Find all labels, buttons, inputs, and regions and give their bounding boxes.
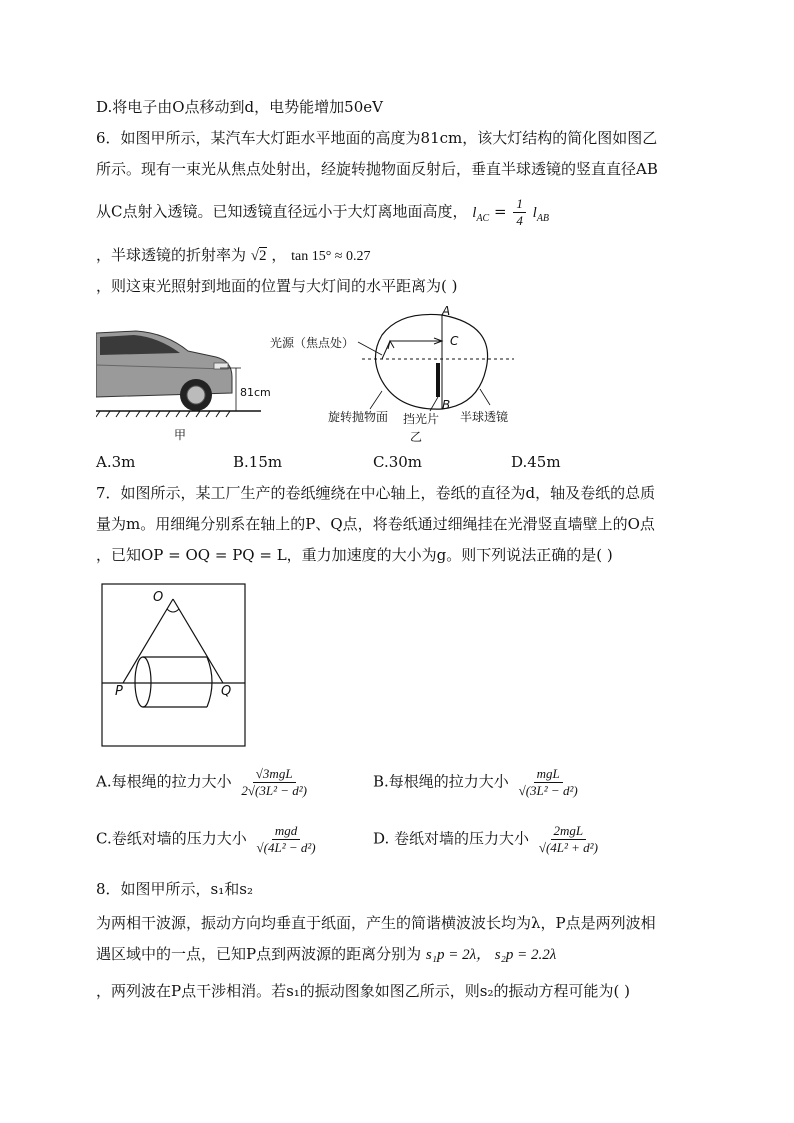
q7-line-2: 量为m。用细绳分别系在轴上的P、Q点，将卷纸通过细绳挂在光滑竖直墙壁上的O点 <box>96 515 655 533</box>
label-A: A <box>442 305 451 318</box>
label-lens: 半球透镜 <box>460 410 509 424</box>
q6-fraction-one-quarter: $\frac{1}{4}$ <box>513 196 526 229</box>
q7-option-a: A.每根绳的拉力大小 $\frac{\text{√3mgL}}{\text{2√(3L² − d²)}}$ <box>96 766 307 798</box>
q7-line-1: 7．如图所示，某工厂生产的卷纸缠绕在中心轴上，卷纸的直径为d，轴及卷纸的总质 <box>96 484 656 502</box>
label-C: C <box>450 334 459 348</box>
q6-sqrt-2: √2 <box>250 248 267 264</box>
paper-roll-figure <box>101 583 247 749</box>
q6-line-3-text: 从C点射入透镜。已知透镜直径远小于大灯离地面高度， <box>96 202 468 221</box>
label-jia: 甲 <box>174 428 187 442</box>
q8-line-1: 8．如图甲所示，s₁和s₂ <box>96 880 253 898</box>
label-light-source: 光源（焦点处） <box>270 336 355 350</box>
q8-line-3: 遇区域中的一点，已知P点到两波源的距离分别为 s₁p = 2λ， s₂p = 2.2λ <box>96 945 557 963</box>
q7-option-c: C.卷纸对墙的压力大小 $\frac{\text{mgd}}{\text{√(4L² − d²)}}$ <box>96 823 316 855</box>
q5-option-d: D.将电子由O点移动到d，电势能增加50eV <box>96 98 383 116</box>
q6-option-b: B.15m <box>233 453 283 471</box>
q8-line-2: 为两相干波源，振动方向均垂直于纸面，产生的简谐横波波长均为λ，P点是两列波相 <box>96 914 656 932</box>
q6-formula-lac: $l_{AC}$ <box>472 204 490 224</box>
q6-option-d: D.45m <box>511 453 561 471</box>
label-P: P <box>115 684 123 699</box>
q6-option-c: C.30m <box>373 453 423 471</box>
q6-formula-lab: $l_{AB}$ <box>532 204 550 224</box>
q7-line-3: ，已知OP = OQ = PQ = L，重力加速度的大小为g。则下列说法正确的是( ) <box>96 546 613 564</box>
label-Q: Q <box>221 684 232 699</box>
q8-line-4: ，两列波在P点干涉相消。若s₁的振动图象如图乙所示，则s₂的振动方程可能为( ) <box>96 982 630 1000</box>
q6-line-5: ，则这束光照射到地面的位置与大灯间的水平距离为( ) <box>96 277 458 295</box>
label-O: O <box>153 590 164 605</box>
q7-option-b: B.每根绳的拉力大小 $\frac{\text{mgL}}{\text{√(3L² − d²)}}$ <box>373 766 578 798</box>
q7-option-d: D. 卷纸对墙的压力大小 $\frac{\text{2mgL}}{\text{√(4L² + d²)}}$ <box>373 823 598 855</box>
car-figure <box>96 325 276 445</box>
q6-line-4: ，半球透镜的折射率为 √2 ， tan 15° ≈ 0.27 <box>96 246 371 264</box>
label-yi: 乙 <box>410 430 423 444</box>
q6-option-a: A.3m <box>96 453 136 471</box>
label-shield: 挡光片 <box>403 412 440 426</box>
headlight-figure <box>270 305 530 445</box>
q6-line-3: 从C点射入透镜。已知透镜直径远小于大灯离地面高度， $l_{AC}$ = $\frac{1}{4}$ $l_{AB}$ <box>96 196 550 228</box>
label-parabolic: 旋转抛物面 <box>328 410 389 424</box>
q6-line-1: 6．如图甲所示，某汽车大灯距水平地面的高度为81cm，该大灯结构的简化图如图乙 <box>96 129 658 147</box>
label-81cm: 81cm <box>240 386 271 399</box>
label-B: B <box>442 398 451 412</box>
q6-line-2: 所示。现有一束光从焦点处射出，经旋转抛物面反射后，垂直半球透镜的竖直直径AB <box>96 160 658 178</box>
